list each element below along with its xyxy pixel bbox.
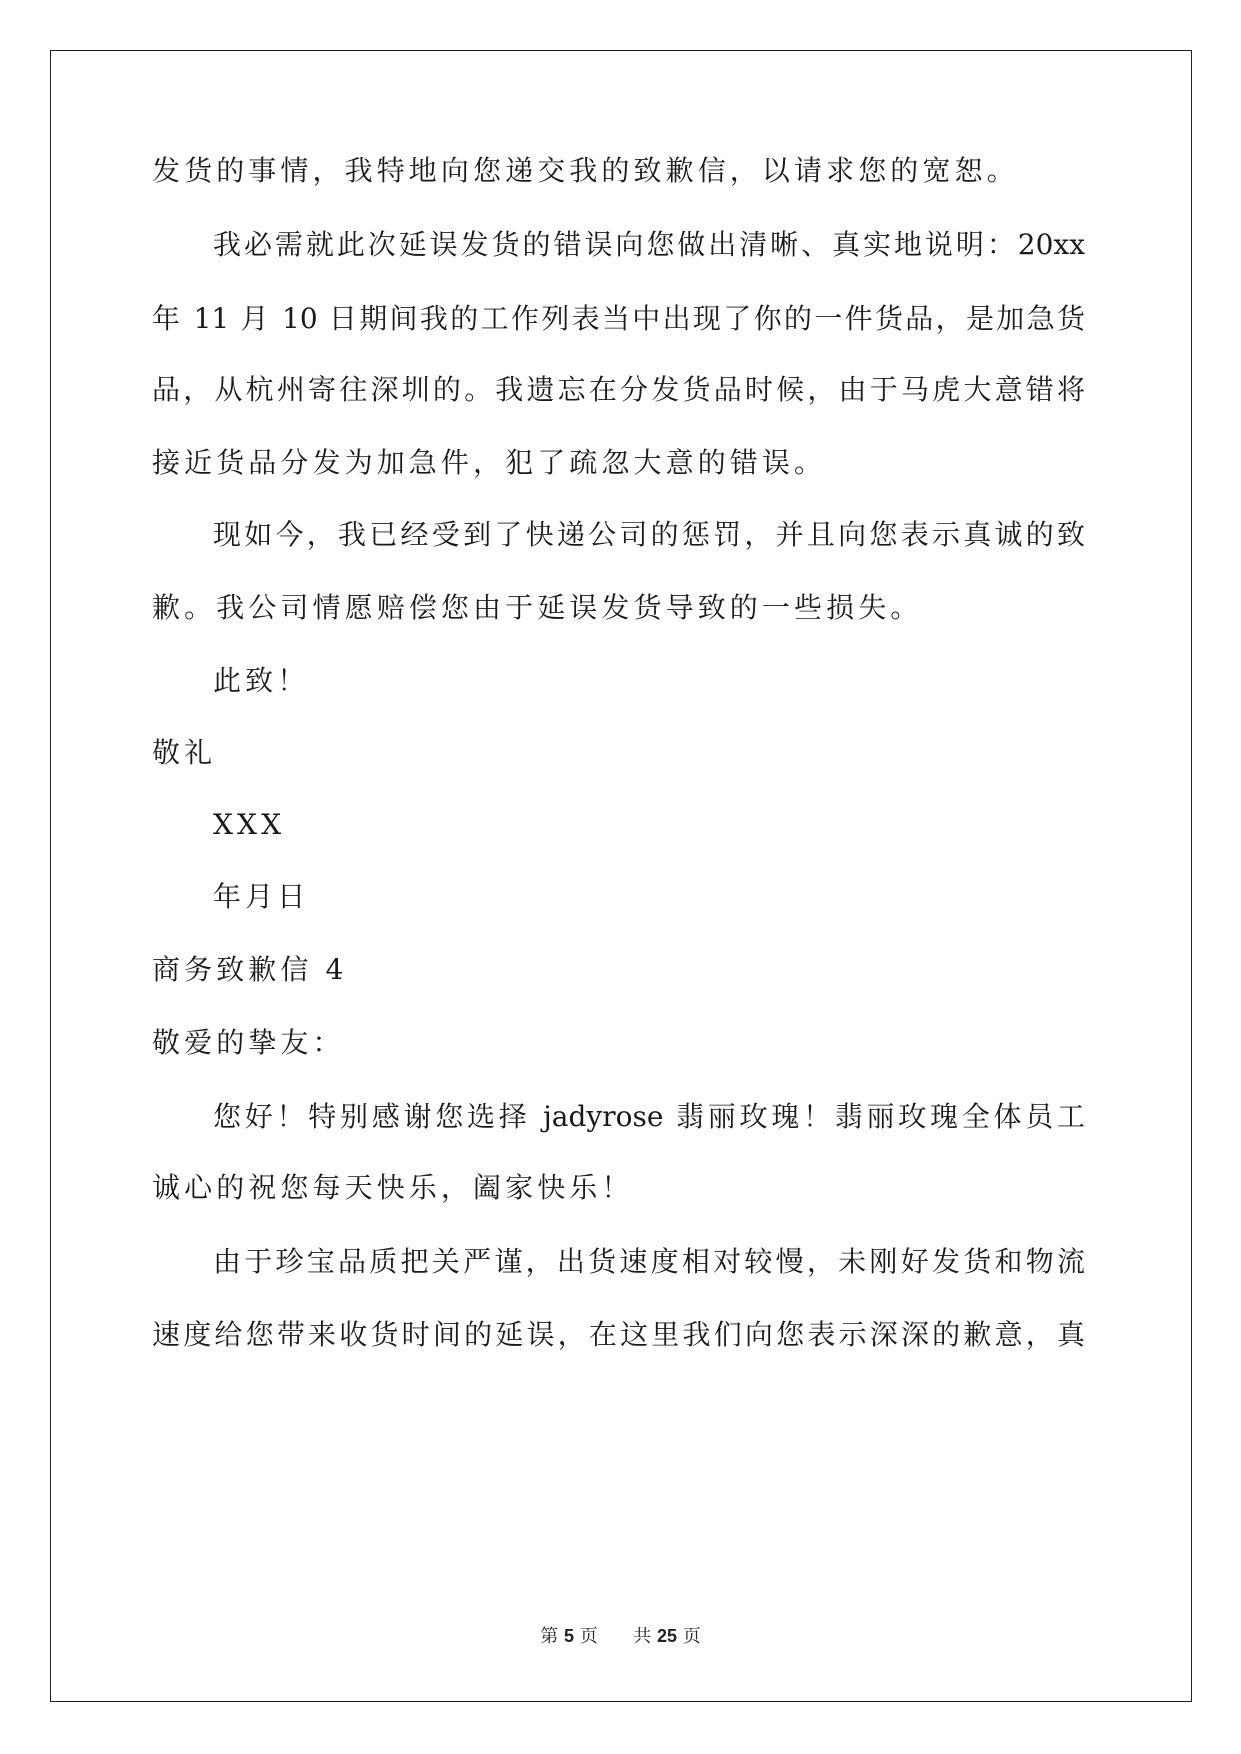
total-prefix: 共 <box>633 1626 652 1647</box>
page-unit: 页 <box>579 1626 598 1647</box>
page-footer <box>0 1624 1241 1649</box>
paragraph-line: 年 11 月 10 日期间我的工作列表当中出现了你的一件货品，是加急货 <box>152 302 1085 335</box>
paragraph-line: 品，从杭州寄往深圳的。我遗忘在分发货品时候，由于马虎大意错将 <box>152 373 1085 406</box>
paragraph-line: 您好！特别感谢您选择 jadyrose 翡丽玫瑰！翡丽玫瑰全体员工 <box>213 1100 1085 1133</box>
signature-date: 年月日 <box>213 880 310 913</box>
paragraph-line: 诚心的祝您每天快乐，阖家快乐！ <box>152 1171 634 1204</box>
paragraph-line: 歉。我公司情愿赔偿您由于延误发货导致的一些损失。 <box>152 591 923 624</box>
page-number: 5 <box>564 1626 575 1646</box>
greeting-line: 敬爱的挚友： <box>152 1026 345 1059</box>
page-border <box>50 50 1192 1702</box>
total-unit: 页 <box>682 1626 701 1647</box>
salutation-line: 敬礼 <box>152 736 217 769</box>
paragraph-line: 发货的事情，我特地向您递交我的致歉信，以请求您的宽恕。 <box>152 154 1019 187</box>
paragraph-line: 由于珍宝品质把关严谨，出货速度相对较慢，未刚好发货和物流 <box>213 1245 1085 1278</box>
paragraph-line: 接近货品分发为加急件，犯了疏忽大意的错误。 <box>152 446 827 479</box>
signature-name: XXX <box>213 808 286 841</box>
page-prefix: 第 <box>540 1626 559 1647</box>
page-total: 25 <box>656 1626 677 1646</box>
paragraph-line: 我必需就此次延误发货的错误向您做出清晰、真实地说明：20xx <box>213 228 1085 261</box>
section-heading: 商务致歉信 4 <box>152 953 348 986</box>
closing-line: 此致！ <box>213 664 310 697</box>
paragraph-line: 速度给您带来收货时间的延误，在这里我们向您表示深深的歉意，真 <box>152 1318 1085 1351</box>
paragraph-line: 现如今，我已经受到了快递公司的惩罚，并且向您表示真诚的致 <box>213 518 1085 551</box>
